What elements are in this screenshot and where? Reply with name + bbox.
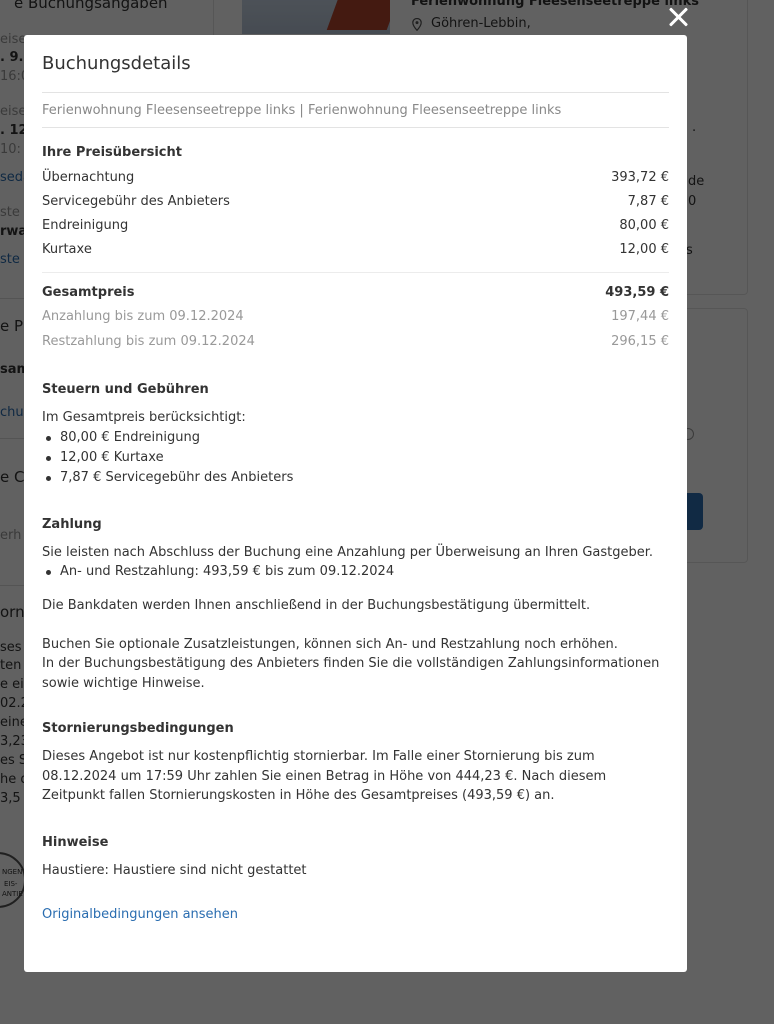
balance-row [42, 329, 669, 355]
booking-details-modal [24, 35, 687, 972]
total-label: Gesamtpreis [42, 285, 135, 300]
price-row [42, 214, 669, 238]
list-item: 7,87 € Servicegebühr des Anbieters [42, 468, 669, 488]
taxes-list [42, 428, 669, 488]
modal-title: Buchungsdetails [42, 53, 191, 74]
payment-heading: Zahlung [42, 516, 102, 532]
price-label: Servicegebühr des Anbieters [42, 194, 230, 209]
list-item: 12,00 € Kurtaxe [42, 448, 669, 468]
total-block [42, 281, 669, 355]
optional-note-3: sowie wichtige Hinweise. [42, 675, 205, 691]
price-row [42, 190, 669, 214]
price-value: 7,87 € [627, 194, 669, 209]
total-value: 493,59 € [605, 285, 669, 300]
optional-note-2: In der Buchungsbestätigung des Anbieters finden Sie die vollständigen Zahlungsinformationen [42, 656, 660, 671]
close-icon[interactable] [665, 4, 691, 30]
original-terms-link[interactable]: Originalbedingungen ansehen [42, 907, 239, 922]
price-label: Endreinigung [42, 218, 129, 233]
price-label: Übernachtung [42, 170, 135, 185]
cancellation-line: Dieses Angebot ist nur kostenpflichtig stornierbar. Im Falle einer Stornierung bis zum [42, 749, 595, 764]
optional-note-1: Buchen Sie optionale Zusatzleistungen, können sich An- und Restzahlung noch erhöhen. [42, 636, 618, 652]
price-value: 80,00 € [619, 218, 669, 233]
cancellation-line: Zeitpunkt fallen Stornierungskosten in Höhe des Gesamtpreises (493,59 €) an. [42, 788, 555, 803]
balance-label: Restzahlung bis zum 09.12.2024 [42, 334, 255, 349]
modal-subtitle: Ferienwohnung Fleesenseetreppe links | Ferienwohnung Fleesenseetreppe links [42, 103, 562, 118]
notes-heading: Hinweise [42, 834, 109, 850]
cancellation-heading: Stornierungsbedingungen [42, 721, 234, 736]
price-row [42, 238, 669, 262]
price-value: 12,00 € [619, 242, 669, 257]
balance-value: 296,15 € [611, 334, 669, 349]
total-row [42, 281, 669, 305]
price-overview-heading: Ihre Preisübersicht [42, 145, 182, 160]
deposit-row [42, 305, 669, 329]
divider [42, 127, 669, 128]
price-value: 393,72 € [611, 170, 669, 185]
list-item: An- und Restzahlung: 493,59 € bis zum 09.12.2024 [42, 562, 669, 582]
price-list [42, 166, 669, 262]
divider [42, 272, 669, 273]
payment-list [42, 562, 669, 582]
price-label: Kurtaxe [42, 242, 92, 257]
deposit-label: Anzahlung bis zum 09.12.2024 [42, 309, 244, 324]
payment-intro: Sie leisten nach Abschluss der Buchung eine Anzahlung per Überweisung an Ihren Gastgeber. [42, 544, 654, 560]
bank-note: Die Bankdaten werden Ihnen anschließend in der Buchungsbestätigung übermittelt. [42, 598, 591, 613]
deposit-value: 197,44 € [611, 309, 669, 324]
cancellation-line: 08.12.2024 um 17:59 Uhr zahlen Sie einen Betrag in Höhe von 444,23 €. Nach diesem [42, 768, 607, 784]
notes-text: Haustiere: Haustiere sind nicht gestattet [42, 862, 307, 878]
price-row [42, 166, 669, 190]
taxes-heading: Steuern und Gebühren [42, 382, 209, 397]
list-item: 80,00 € Endreinigung [42, 428, 669, 448]
taxes-intro: Im Gesamtpreis berücksichtigt: [42, 410, 246, 425]
